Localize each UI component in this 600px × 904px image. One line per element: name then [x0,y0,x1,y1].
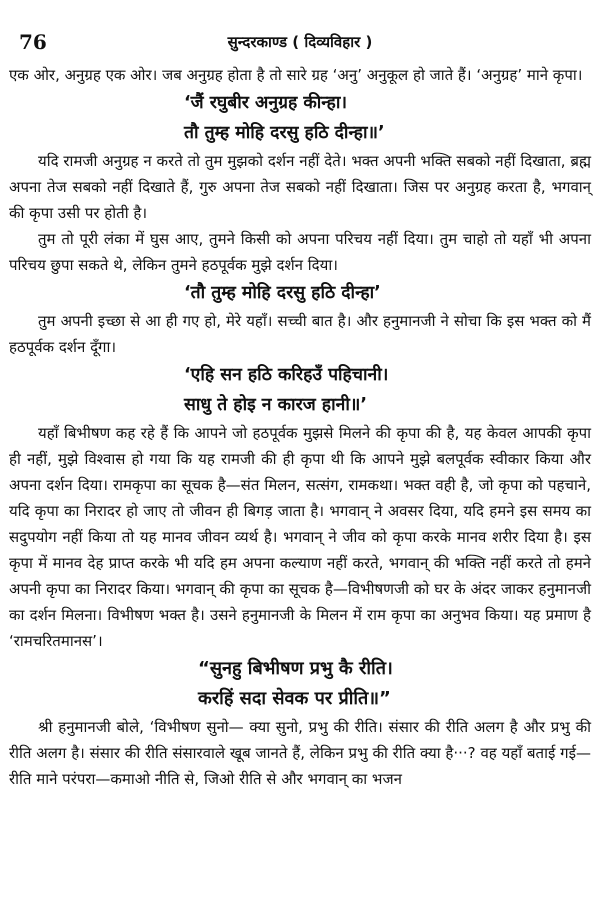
page-header [9,0,591,62]
verse-line: तौ तुम्ह मोहि दरसु हठि दीन्हा॥’ [184,123,385,143]
verse-line: ‘तौ तुम्ह मोहि दरसु हठि दीन्हा’ [184,283,381,303]
running-title: सुन्दरकाण्ड ( दिव्यविहार ) [227,33,373,51]
paragraph: यहाँ बिभीषण कह रहे हैं कि आपने जो हठपूर्वक मुझसे मिलने की कृपा की है, यह केवल आपकी कृपा ही नहीं, मुझे विश्वास हो गया कि यह रामजी की ही कृपा थी कि आपने मुझे बलपूर्वक स्वीकार किया और अपना दर्शन दिया। रामकृपा का सूचक है—संत मिलन, सत्संग, रामकथा। भक्त वही है, जो कृपा को पहचाने, यदि कृपा का निरादर हो जाए तो जीवन ही बिगड़ जाता है। भगवान् ने अवसर दिया, यदि हमने इस समय का सदुपयोग नहीं किया तो यह मानव जीवन व्यर्थ है। भगवान् ने जीव को कृपा करके मानव शरीर दिया है। इस कृपा में मानव देह प्राप्त करके भी यदि हम अपना कल्याण नहीं करते, भगवान् की भक्ति नहीं करते तो हमने अपनी कृपा का निरादर किया। भगवान् की कृपा का सूचक है—विभीषणजी को घर के अंदर जाकर हनुमानजी का दर्शन मिलना। विभीषण भक्त है। उसने हनुमानजी के मिलन में राम कृपा का अनुभव किया। यह प्रमाण है ‘रामचरितमानस’। [9,424,591,650]
verse-block [9,88,591,148]
verse-block [9,654,591,714]
body-text [9,62,591,792]
page-number: 76 [19,30,47,54]
paragraph: एक ओर, अनुग्रह एक ओर। जब अनुग्रह होता है तो सारे ग्रह ‘अनु’ अनुकूल हो जाते हैं। ‘अनुग्रह’ माने कृपा। [9,66,583,84]
verse-line: करहिं सदा सेवक पर प्रीति॥” [198,688,391,709]
verse-line: साधु ते होइ न कारज हानी॥’ [184,395,368,415]
verse-line: “सुनहु बिभीषण प्रभु कै रीति। [198,658,393,679]
verse-block [9,278,591,308]
paragraph: तुम अपनी इच्छा से आ ही गए हो, मेरे यहाँ। सच्ची बात है। और हनुमानजी ने सोचा कि इस भक्त को मैं हठपूर्वक दर्शन दूँगा। [9,312,591,356]
paragraph: श्री हनुमानजी बोले, ‘विभीषण सुनो— क्या सुनो, प्रभु की रीति। संसार की रीति अलग है और प्रभु की रीति अलग है। संसार की रीति संसारवाले खूब जानते हैं, लेकिन प्रभु की रीति क्या है···? वह यहाँ बताई गई—रीति माने परंपरा—कमाओ नीति से, जिओ रीति से और भगवान् का भजन [9,718,591,788]
paragraph: यदि रामजी अनुग्रह न करते तो तुम मुझको दर्शन नहीं देते। भक्त अपनी भक्ति सबको नहीं दिखाता, ब्रह्म अपना तेज सबको नहीं दिखाते हैं, गुरु अपना तेज सबको नहीं दिखाता। जिस पर अनुग्रह करता है, भगवान् की कृपा उसी पर होती है। [9,152,591,222]
paragraph: तुम तो पूरी लंका में घुस आए, तुमने किसी को अपना परिचय नहीं दिया। तुम चाहो तो यहाँ भी अपना परिचय छुपा सकते थे, लेकिन तुमने हठपूर्वक मुझे दर्शन दिया। [9,230,591,274]
verse-block [9,360,591,420]
verse-line: ‘एहि सन हठि करिहउँ पहिचानी। [184,365,389,385]
verse-line: ‘जैं रघुबीर अनुग्रह कीन्हा। [184,93,347,113]
